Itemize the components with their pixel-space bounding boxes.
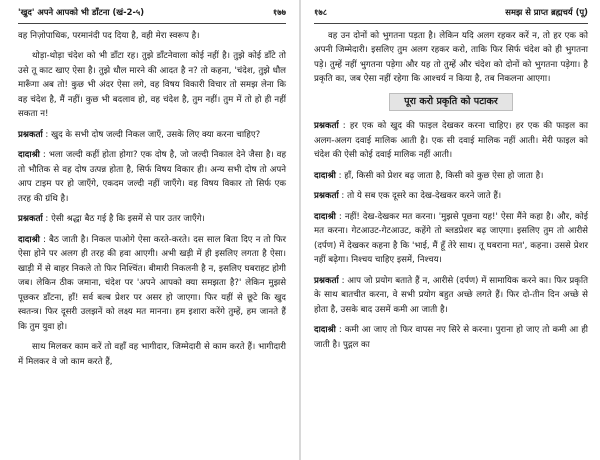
speaker-colon: :	[39, 150, 49, 160]
right-intro-paragraph: वह उन दोनों को भुगतना पड़ता है। लेकिन यदि अलग रहकर करें न, तो हर एक को अपनी जिम्मेदारी। इसलिए तुम अलग रहकर करो, ताकि फिर सिर्फ चंदेश को ही भुगतना पड़े। तुम्हें नहीं भुगतना पड़ेगा और यह तो तुम्हें और चंदेश को दोनों को भुगतना पड़ेगा। है प्रकृति का, जब ऐसा नहीं रहेगा कि आश्चर्य न किया है, तब निकलना आएगा।	[314, 30, 588, 84]
speaker-colon: :	[338, 191, 348, 201]
left-page	[4, 0, 294, 460]
left-header-title: 'खुद' अपने आपको भी डाँटना (खं-2-५)	[18, 7, 145, 17]
speaker-label: दादाश्री	[314, 170, 336, 181]
section-title: पूरा करो प्रकृति को पटाकर	[389, 93, 513, 112]
speaker-label: प्रश्नकर्ता	[314, 275, 339, 286]
right-page-number: १७८	[314, 7, 328, 17]
speaker-colon: :	[335, 325, 345, 335]
paragraph-text: भला जल्दी कहीं होता होगा? एक दोष है, जो जल्दी निकाल देने जैसा है। वह तो भौतिक से वह दोष उत्पन्न होता है, सिर्फ विषय विकार ही। अन्य सभी दोष तो अपने आप टाइम पर हो जाएँगे, एकदम जल्दी नहीं जाएँगे। वह विषय विकार तो सिर्फ एक तरह की ग्रंथि है।	[18, 150, 287, 204]
dialogue-paragraph	[18, 148, 286, 206]
speaker-colon: :	[335, 211, 345, 222]
right-page	[306, 0, 596, 460]
dialogue-paragraph	[314, 274, 588, 318]
speaker-label: प्रश्नकर्ता	[18, 129, 43, 140]
body-paragraph: वह निज़ोपाधिक, परमानंदी पद दिया है, वही मेरा स्वरूप है।	[18, 30, 200, 41]
dialogue-paragraph	[18, 212, 286, 227]
right-page-header	[314, 5, 588, 24]
speaker-label: प्रश्नकर्ता	[18, 214, 43, 224]
paragraph-text: बैठ जाती है। निकल पाओगे ऐसा करते-करते। दस साल बिता दिए न तो फिर ऐसा होने पर अलग ही तरह की हवा आएगी। अभी खड़ी में ही इसलिए लगता है ऐसा। खाड़ी में से बाहर निकले तो फिर निश्चिंत। बीमारी निकलनी है न, इसलिए घबराहट होगी जब। लेकिन ठीक जमाना, चंदेश पर 'अपने आपको क्या समझता है?' लेकिन मुझसे पूछकर डाँटना, हाँ! सर्व बल्ब प्रेशर पर असर हो जाएगा। फिर यहीं से छूटे कि खुद स्वतन्त्र। फिर दूसरी उलझनें को लक्ष्य मत मानना। हम इशारा करेंगे तुम्हें, हम जानते हैं कि तुम युवा हो।	[18, 234, 286, 332]
right-page-body	[314, 119, 588, 352]
speaker-colon: :	[42, 214, 52, 224]
body-paragraph: थोड़ा-थोड़ा चंदेश को भी डाँटा रह। तुझे डाँटनेवाला कोई नहीं है। तुझे कोई डाँटे तो उसे तू काट खाए ऐसा है। तुझे धौल मारने की आदत है न? तो कहना, 'चंदेश, तुझे धौल मारूँगा अब तो! कुछ भी अंदर ऐसा लगे, वह विषय विकारी विचार तो समझ लेना कि वह चंदेश है, मैं नहीं। कुछ भी बदलाव हो, वह चंदेश है, तुम नहीं। तुम में तो हो ही नहीं सकता न!	[18, 51, 286, 119]
left-page-body	[18, 29, 286, 370]
right-header-title: समझ से प्राप्त ब्रह्मचर्य (पू)	[505, 7, 588, 17]
speaker-label: दादाश्री	[18, 150, 40, 160]
speaker-colon: :	[338, 275, 348, 286]
paragraph-text: तो ये सब एक दूसरे का देख-देखकर करने जाते हैं।	[347, 191, 502, 201]
speaker-label: प्रश्नकर्ता	[314, 121, 339, 131]
speaker-label: प्रश्नकर्ता	[314, 191, 339, 201]
speaker-label: दादाश्री	[314, 325, 336, 335]
dialogue-paragraph	[314, 210, 588, 268]
speaker-label: दादाश्री	[18, 234, 40, 245]
page-gutter	[299, 0, 301, 460]
left-page-header	[18, 5, 286, 24]
paragraph-text: कमी आ जाए तो फिर वापस नए सिरे से करना। पुराना हो जाए तो कमी आ ही जाती है। पुद्गल का	[314, 325, 589, 350]
speaker-colon: :	[42, 129, 52, 140]
dialogue-paragraph	[18, 128, 286, 143]
dialogue-paragraph	[18, 233, 286, 335]
paragraph-text: नहीं! देख-देखकर मत करना। 'मुझसे पूछना यह!' ऐसा मैंने कहा है। और, कोई मत करना। गेटआउट-गेटआउट, कहेंगे तो ब्लडप्रेशर बढ़ जाएगा। इसलिए तुम तो आरीसे (दर्पण) में देखकर कहना है कि 'भाई, मैं हूँ तेरे साथ। तू घबराना मत', कहना। उससे प्रेशर नहीं बढ़ेगा। निश्चय चाहिए इसमें, निश्चय।	[314, 211, 588, 265]
paragraph-text: हर एक को खुद की फाइल देखकर करना चाहिए। हर एक की फाइल का अलग-अलग दवाई मालिक आती है। एक सी दवाई मालिक नहीं आती। मेरी फाइल को चंदेश की ऐसी कोई दवाई मालिक नहीं आती।	[314, 121, 588, 160]
dialogue-paragraph	[314, 119, 588, 163]
body-paragraph: साथ मिलकर काम करें तो वहाँ वह भागीदार, जिम्मेदारी से काम करते हैं। भागीदारी में मिलकर वे जो काम करते हैं,	[18, 342, 286, 367]
speaker-label: दादाश्री	[314, 211, 336, 222]
left-page-number: १७७	[272, 7, 286, 17]
speaker-colon: :	[39, 234, 49, 245]
dialogue-paragraph	[314, 169, 588, 184]
paragraph-text: खुद के सभी दोष जल्दी निकल जाएँ, उसके लिए क्या करना चाहिए?	[51, 129, 261, 140]
section-heading	[314, 93, 588, 112]
paragraph-text: हाँ, किसी को प्रेशर बढ़ जाता है, किसी को कुछ ऐसा हो जाता है।	[344, 170, 544, 181]
speaker-colon: :	[338, 121, 350, 131]
paragraph-text: ऐसी श्रद्धा बैठ गई है कि इसमें से पार उतर जाएँगे।	[51, 214, 205, 224]
dialogue-paragraph	[314, 189, 588, 204]
paragraph-text: आप जो प्रयोग बताते हैं न, आरीसे (दर्पण) में सामायिक करने का। फिर प्रकृति के साथ बातचीत करना, वे सभी प्रयोग बहुत अच्छे लगते हैं। फिर दो-तीन दिन अच्छे से होता है, उसके बाद उसमें कमी आ जाती है।	[314, 275, 588, 315]
dialogue-paragraph	[314, 323, 588, 352]
speaker-colon: :	[335, 170, 345, 181]
